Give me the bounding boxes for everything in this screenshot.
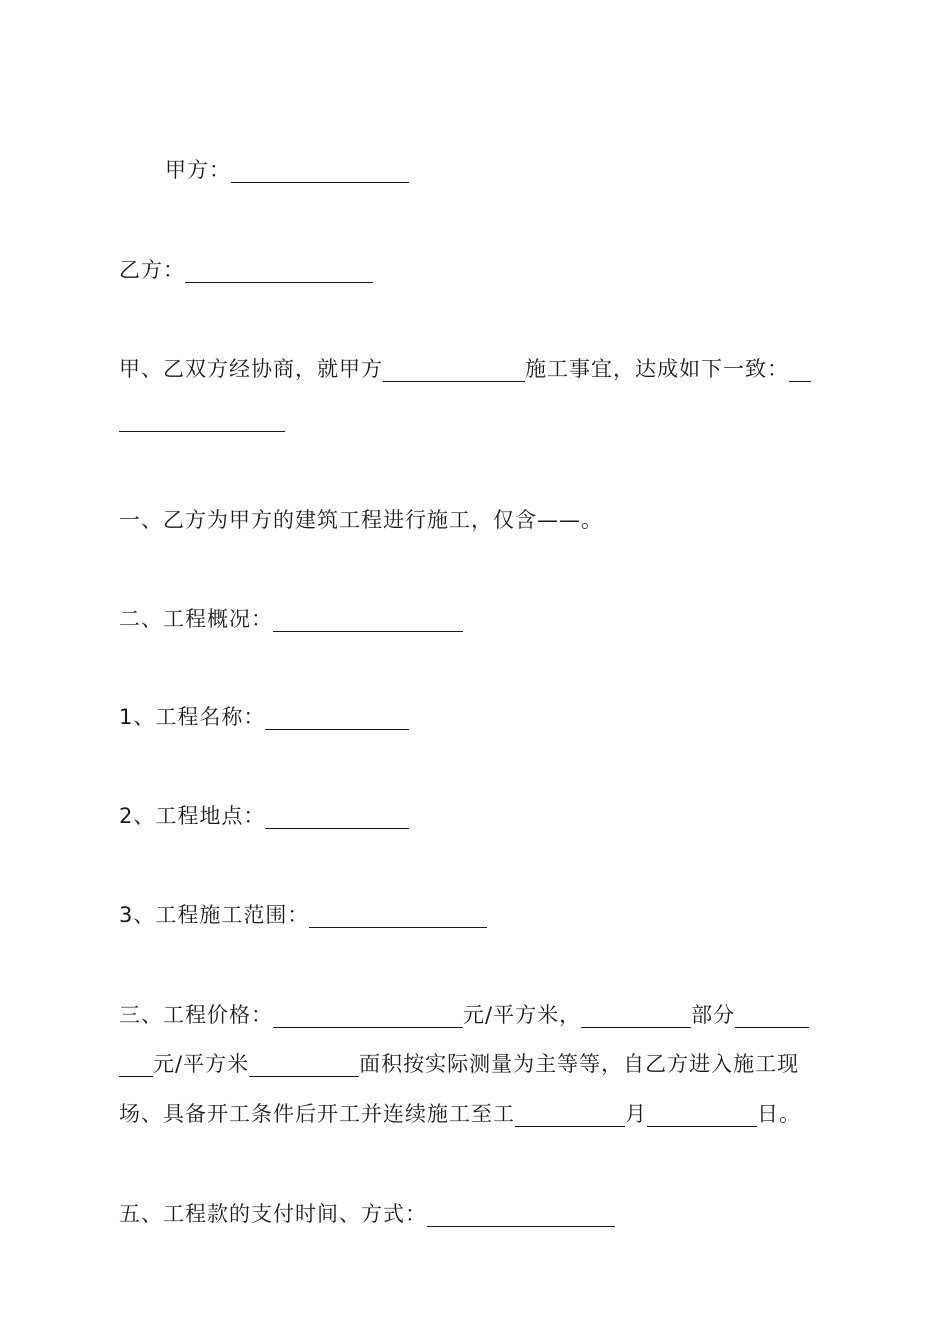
intro-line-1 <box>119 346 831 393</box>
day-text: 日。 <box>757 1102 801 1126</box>
payment-blank[interactable] <box>427 1196 615 1227</box>
unit-price-blank[interactable] <box>273 997 463 1028</box>
payment-label: 五、工程款的支付时间、方式： <box>119 1202 427 1226</box>
price-line-1 <box>119 992 831 1039</box>
intro-text-2: 施工事宜，达成如下一致： <box>525 357 789 381</box>
section-2-line <box>119 596 831 643</box>
price-line-3 <box>119 1091 831 1138</box>
item-1-line <box>119 694 831 741</box>
section-5-line <box>119 1191 831 1238</box>
area-text: 面积按实际测量为主等等，自乙方进入施工现 <box>359 1052 800 1076</box>
intro-text-1: 甲、乙双方经协商，就甲方 <box>119 357 383 381</box>
party-a-line <box>165 147 877 194</box>
finish-day-blank[interactable] <box>647 1096 757 1127</box>
part-price-blank-end[interactable] <box>119 1046 153 1077</box>
agreement-blank-start[interactable] <box>789 351 811 382</box>
section-2-label: 二、工程概况： <box>119 607 273 631</box>
project-overview-blank[interactable] <box>273 601 463 632</box>
party-a-label: 甲方： <box>165 158 231 182</box>
item-3-line <box>119 892 831 939</box>
item-2-line <box>119 793 831 840</box>
party-a-blank[interactable] <box>231 152 409 183</box>
project-name-blank[interactable] <box>265 699 409 730</box>
part-price-unit-text: 元/平方米 <box>153 1052 250 1076</box>
project-name-label: 1、工程名称： <box>119 705 266 729</box>
part-price-blank-start[interactable] <box>735 997 809 1028</box>
party-b-line <box>119 247 831 294</box>
section-1-line <box>119 497 831 544</box>
agreement-blank-end[interactable] <box>119 401 285 432</box>
month-text: 月 <box>625 1102 647 1126</box>
price-unit-text: 元/平方米， <box>463 1003 582 1027</box>
section-1-text: 一、乙方为甲方的建筑工程进行施工，仅含——。 <box>119 508 603 532</box>
intro-line-2 <box>119 396 831 443</box>
party-b-label: 乙方： <box>119 258 185 282</box>
price-label: 三、工程价格： <box>119 1003 273 1027</box>
area-blank[interactable] <box>249 1046 359 1077</box>
part-text: 部分 <box>691 1003 736 1027</box>
start-condition-text: 场、具备开工条件后开工并连续施工至工 <box>119 1102 515 1126</box>
finish-month-blank[interactable] <box>515 1096 625 1127</box>
construction-scope-blank[interactable] <box>309 897 487 928</box>
project-location-blank[interactable] <box>265 798 409 829</box>
price-line-2 <box>119 1041 831 1088</box>
project-location-label: 2、工程地点： <box>119 804 266 828</box>
part-name-blank[interactable] <box>581 997 691 1028</box>
party-b-blank[interactable] <box>185 252 373 283</box>
construction-scope-label: 3、工程施工范围： <box>119 903 310 927</box>
project-blank[interactable] <box>383 351 525 382</box>
